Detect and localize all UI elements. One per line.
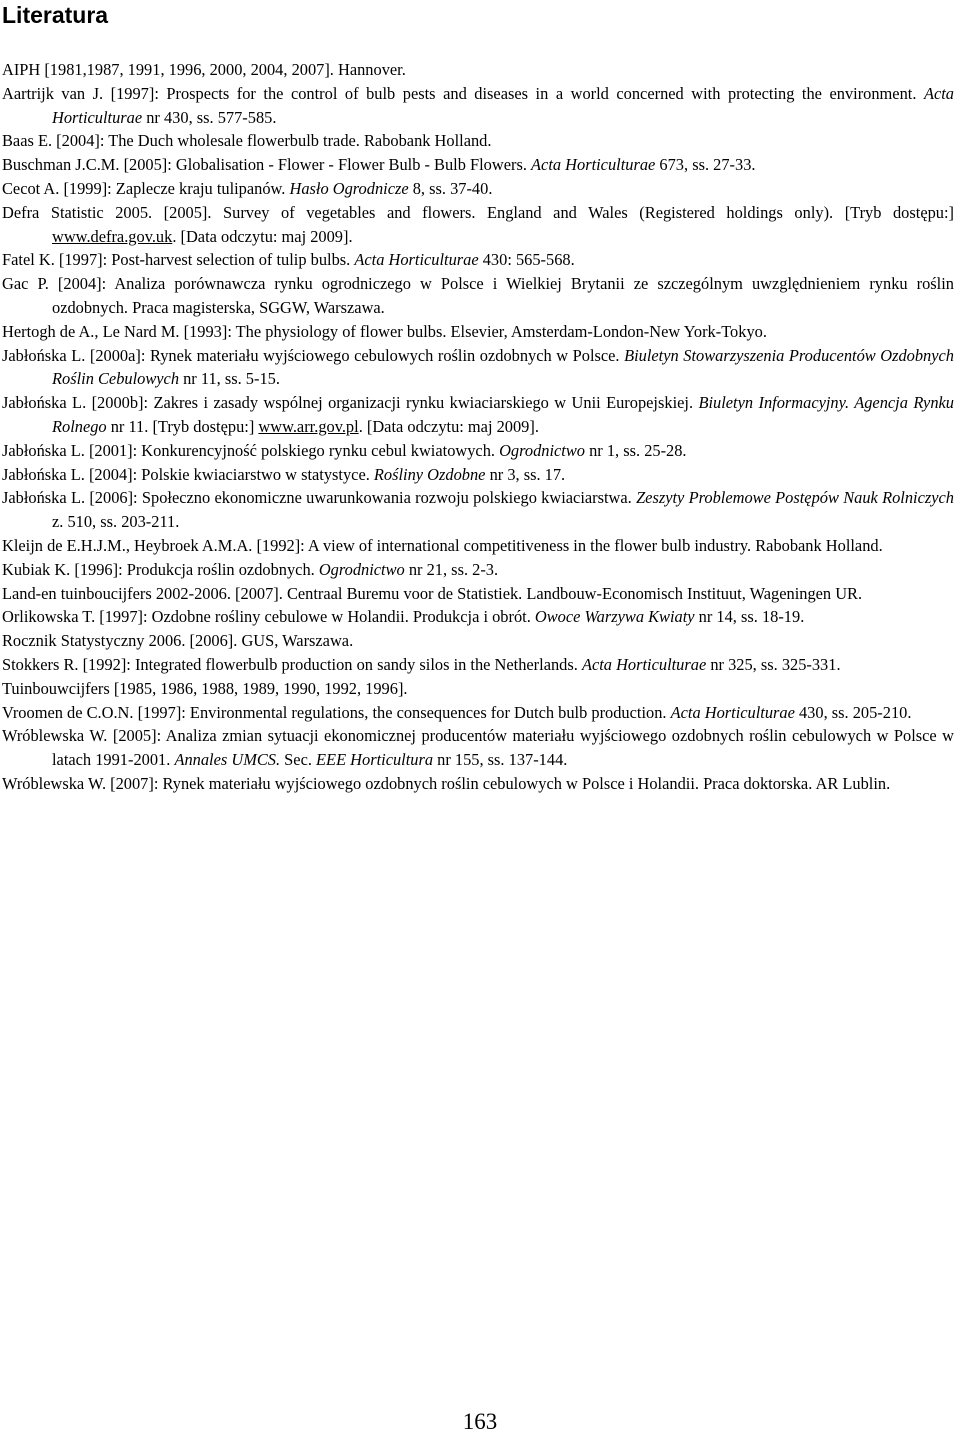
reference-text: Cecot A. [1999]: Zaplecze kraju tulipanów.	[2, 178, 290, 198]
page-number: 163	[462, 1409, 498, 1434]
reference-entry	[2, 248, 954, 272]
reference-entry	[2, 582, 954, 606]
reference-entry	[2, 272, 954, 320]
reference-entry	[2, 772, 954, 796]
reference-text: Vroomen de C.O.N. [1997]: Environmental regulations, the consequences for Dutch bulb production.	[2, 702, 671, 722]
reference-italic-title: Acta Horticulturae	[354, 250, 479, 270]
reference-link[interactable]: www.defra.gov.uk	[52, 226, 173, 246]
reference-text: 8, ss. 37-40.	[408, 178, 493, 198]
reference-entry	[2, 486, 954, 534]
reference-italic-title: Acta Horticulturae	[581, 654, 707, 674]
reference-text: Hertogh de A., Le Nard M. [1993]: The physiology of flower bulbs. Elsevier, Amsterdam-London-New York-Tokyo.	[2, 321, 767, 341]
reference-text: nr 21, ss. 2-3.	[404, 559, 499, 579]
reference-entry	[2, 391, 954, 439]
reference-text: nr 430, ss. 577-585.	[142, 107, 277, 127]
reference-text: . [Data odczytu: maj 2009].	[358, 416, 539, 436]
reference-text: Baas E. [2004]: The Duch wholesale flowerbulb trade. Rabobank Holland.	[2, 131, 492, 151]
reference-text: Land-en tuinboucijfers 2002-2006. [2007]. Centraal Buremu voor de Statistiek. Landbouw-Economisch Instituut, Wageningen UR.	[2, 583, 863, 603]
reference-link[interactable]: www.arr.gov.pl	[258, 416, 359, 436]
reference-italic-title: Hasło Ogrodnicze	[289, 178, 409, 198]
reference-entry	[2, 463, 954, 487]
reference-entry	[2, 701, 954, 725]
reference-text: Jabłońska L. [2006]: Społeczno ekonomiczne uwarunkowania rozwoju polskiego kwiaciarstwa.	[2, 488, 637, 508]
reference-entry	[2, 724, 954, 772]
reference-text: Jabłońska L. [2000b]: Zakres i zasady wspólnej organizacji rynku kwiaciarskiego w Unii Europejskiej.	[2, 393, 699, 413]
reference-text: . [Data odczytu: maj 2009].	[172, 226, 353, 246]
reference-text: Aartrijk van J. [1997]: Prospects for the control of bulb pests and diseases in a world concerned with protecting the environment.	[2, 83, 924, 103]
reference-text: Buschman J.C.M. [2005]: Globalisation - Flower - Flower Bulb - Bulb Flowers.	[2, 155, 532, 175]
reference-text: AIPH [1981,1987, 1991, 1996, 2000, 2004, 2007]. Hannover.	[2, 60, 406, 79]
reference-italic-title: Zeszyty Problemowe Postępów Nauk Rolniczych	[636, 488, 954, 508]
reference-text: Jabłońska L. [2001]: Konkurencyjność polskiego rynku cebul kwiatowych.	[2, 440, 500, 460]
reference-text: 673, ss. 27-33.	[655, 155, 756, 175]
reference-entry	[2, 439, 954, 463]
reference-text: Fatel K. [1997]: Post-harvest selection of tulip bulbs.	[2, 250, 355, 270]
section-heading: Literatura	[2, 2, 109, 28]
reference-entry	[2, 653, 954, 677]
reference-text: nr 14, ss. 18-19.	[694, 607, 805, 627]
reference-entry	[2, 605, 954, 629]
reference-italic-title: Ogrodnictwo	[499, 440, 585, 460]
reference-entry	[2, 629, 954, 653]
reference-italic-title: Rośliny Ozdobne	[373, 464, 486, 484]
reference-entry	[2, 58, 954, 82]
reference-text: nr 11. [Tryb dostępu:]	[106, 416, 259, 436]
reference-text: nr 3, ss. 17.	[485, 464, 566, 484]
reference-entry	[2, 129, 954, 153]
reference-italic-title: Ogrodnictwo	[318, 559, 405, 579]
reference-text: Kubiak K. [1996]: Produkcja roślin ozdobnych.	[2, 559, 319, 579]
reference-text: Tuinbouwcijfers [1985, 1986, 1988, 1989, 1990, 1992, 1996].	[2, 678, 408, 698]
reference-entry	[2, 558, 954, 582]
reference-text: Orlikowska T. [1997]: Ozdobne rośliny cebulowe w Holandii. Produkcja i obrót.	[2, 607, 535, 627]
reference-italic-title: Acta Horticulturae	[52, 83, 954, 127]
reference-text: nr 1, ss. 25-28.	[585, 440, 687, 460]
reference-entry	[2, 534, 954, 558]
reference-list	[2, 58, 954, 796]
reference-text: z. 510, ss. 203-211.	[52, 512, 180, 532]
reference-text: Rocznik Statystyczny 2006. [2006]. GUS, Warszawa.	[2, 631, 354, 651]
reference-italic-title: Owoce Warzywa Kwiaty	[534, 607, 695, 627]
reference-text: nr 325, ss. 325-331.	[706, 654, 841, 674]
reference-entry	[2, 344, 954, 392]
reference-italic-title: Biuletyn Stowarzyszenia Producentów Ozdobnych Roślin Cebulowych	[52, 345, 954, 389]
reference-text: 430: 565-568.	[478, 250, 575, 270]
reference-italic-title: Biuletyn Informacyjny. Agencja Rynku Rolnego	[52, 393, 954, 436]
reference-entry	[2, 82, 954, 130]
reference-entry	[2, 177, 954, 201]
reference-text: Wróblewska W. [2005]: Analiza zmian sytuacji ekonomicznej producentów materiału wyjściowego ozdobnych roślin cebulowych w Polsce w latach 1991-2001.	[2, 726, 954, 770]
reference-italic-title: Acta Horticulturae	[531, 155, 656, 175]
reference-text: 430, ss. 205-210.	[794, 702, 912, 722]
reference-italic-title: Annales UMCS.	[174, 750, 281, 770]
reference-text: Kleijn de E.H.J.M., Heybroek A.M.A. [1992]: A view of international competitiveness in the flower bulb industry. Rabobank Holland.	[2, 535, 883, 555]
reference-text: Jabłońska L. [2000a]: Rynek materiału wyjściowego cebulowych roślin ozdobnych w Polsce.	[2, 345, 625, 365]
reference-text: nr 11, ss. 5-15.	[179, 369, 280, 389]
reference-text: Stokkers R. [1992]: Integrated flowerbulb production on sandy silos in the Netherlands.	[2, 654, 582, 674]
reference-text: Jabłońska L. [2004]: Polskie kwiaciarstwo w statystyce.	[2, 464, 374, 484]
reference-text: Defra Statistic 2005. [2005]. Survey of vegetables and flowers. England and Wales (Registered holdings only). [Tryb dostępu:]	[2, 202, 954, 222]
reference-text: Gac P. [2004]: Analiza porównawcza rynku ogrodniczego w Polsce i Wielkiej Brytanii ze szczególnym uwzględnieniem rynku roślin ozdobnych. Praca magisterska, SGGW, Warszawa.	[2, 274, 954, 317]
reference-text: nr 155, ss. 137-144.	[433, 750, 568, 770]
reference-italic-title: Acta Horticulturae	[670, 702, 795, 722]
reference-entry	[2, 677, 954, 701]
reference-italic-title: EEE Horticultura	[316, 750, 434, 770]
reference-entry	[2, 153, 954, 177]
reference-entry	[2, 320, 954, 344]
reference-text: Sec.	[280, 750, 317, 770]
reference-entry	[2, 201, 954, 249]
reference-text: Wróblewska W. [2007]: Rynek materiału wyjściowego ozdobnych roślin cebulowych w Polsce i Holandii. Praca doktorska. AR Lublin.	[2, 773, 891, 793]
